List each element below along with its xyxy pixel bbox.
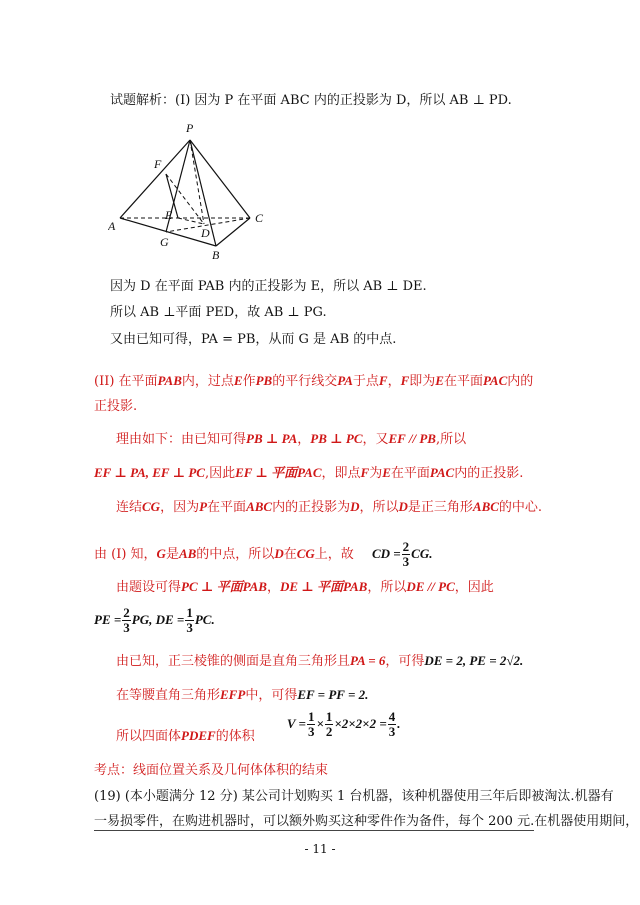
part2-line9: 由已知，正三棱锥的侧面是直角三角形且PA = 6，可得DE = 2, PE = 2√2. (116, 653, 524, 669)
part1-line1: 试题解析：(I) 因为 P 在平面 ABC 内的正投影为 D，所以 AB ⊥ PD. (110, 93, 512, 108)
part2-line4: EF ⊥ PA, EF ⊥ PC,因此EF ⊥ 平面PAC，即点F为E在平面PAC内的正投影. (94, 465, 524, 481)
edge-BC (216, 218, 250, 246)
label-G: G (160, 235, 169, 249)
part2-line2: 正投影. (94, 399, 138, 414)
part2-line3: 理由如下：由已知可得PB ⊥ PA，PB ⊥ PC，又EF // PB,所以 (116, 431, 467, 447)
part2-line5: 连结CG，因为P在平面ABC内的正投影为D，所以D是正三角形ABC的中心. (116, 499, 543, 515)
label-F: F (154, 157, 162, 171)
part2-line6: 由 (I) 知，G是AB的中点，所以D在CG上，故 CD = $\frac{2}{3}$ CG. (94, 539, 433, 569)
part2-line8: PE = $\frac{2}{3}$ PG, DE = $\frac{1}{3}$ PC. (94, 605, 215, 635)
label-P: P (186, 121, 194, 135)
part2-line7: 由题设可得PC ⊥ 平面PAB，DE ⊥ 平面PAB，所以DE // PC，因此 (116, 579, 494, 595)
part1-line4: 又由已知可得，PA = PB，从而 G 是 AB 的中点. (110, 332, 397, 347)
q19-line1: (19) (本小题满分 12 分) 某公司计划购买 1 台机器，该种机器使用三年后即被淘汰.机器有 (94, 789, 614, 804)
part2-line1: (II) 在平面PAB内，过点E作PB的平行线交PA于点F，F即为E在平面PAC内的 (94, 373, 534, 389)
fraction-2-3: $\frac{2}{3}$ (402, 539, 410, 569)
label-D: D (201, 226, 210, 240)
label-A: A (108, 219, 116, 233)
page-number: - 11 - (304, 842, 336, 856)
label-C: C (255, 211, 264, 225)
footer-divider (94, 830, 534, 831)
q19-line2: 一易损零件，在购进机器时，可以额外购买这种零件作为备件，每个 200 元.在机器使用期间， (94, 814, 639, 829)
pyramid-figure (108, 118, 278, 260)
kaodian-note: 考点：线面位置关系及几何体体积的结束 (94, 763, 329, 778)
label-E: E (165, 208, 173, 222)
label-B: B (212, 248, 220, 260)
part1-line2: 因为 D 在平面 PAB 内的正投影为 E，所以 AB ⊥ DE. (110, 279, 427, 294)
part2-line11: 所以四面体PDEF的体积 V = $\frac{1}{3}$ × $\frac{1}{2}$ ×2×2×2 = $\frac{4}{3}$ . (116, 709, 401, 744)
edge-PD (190, 140, 204, 224)
part2-line10: 在等腰直角三角形EFP中，可得EF = PF = 2. (116, 687, 369, 703)
part1-line3: 所以 AB ⊥平面 PED，故 AB ⊥ PG. (110, 305, 327, 320)
